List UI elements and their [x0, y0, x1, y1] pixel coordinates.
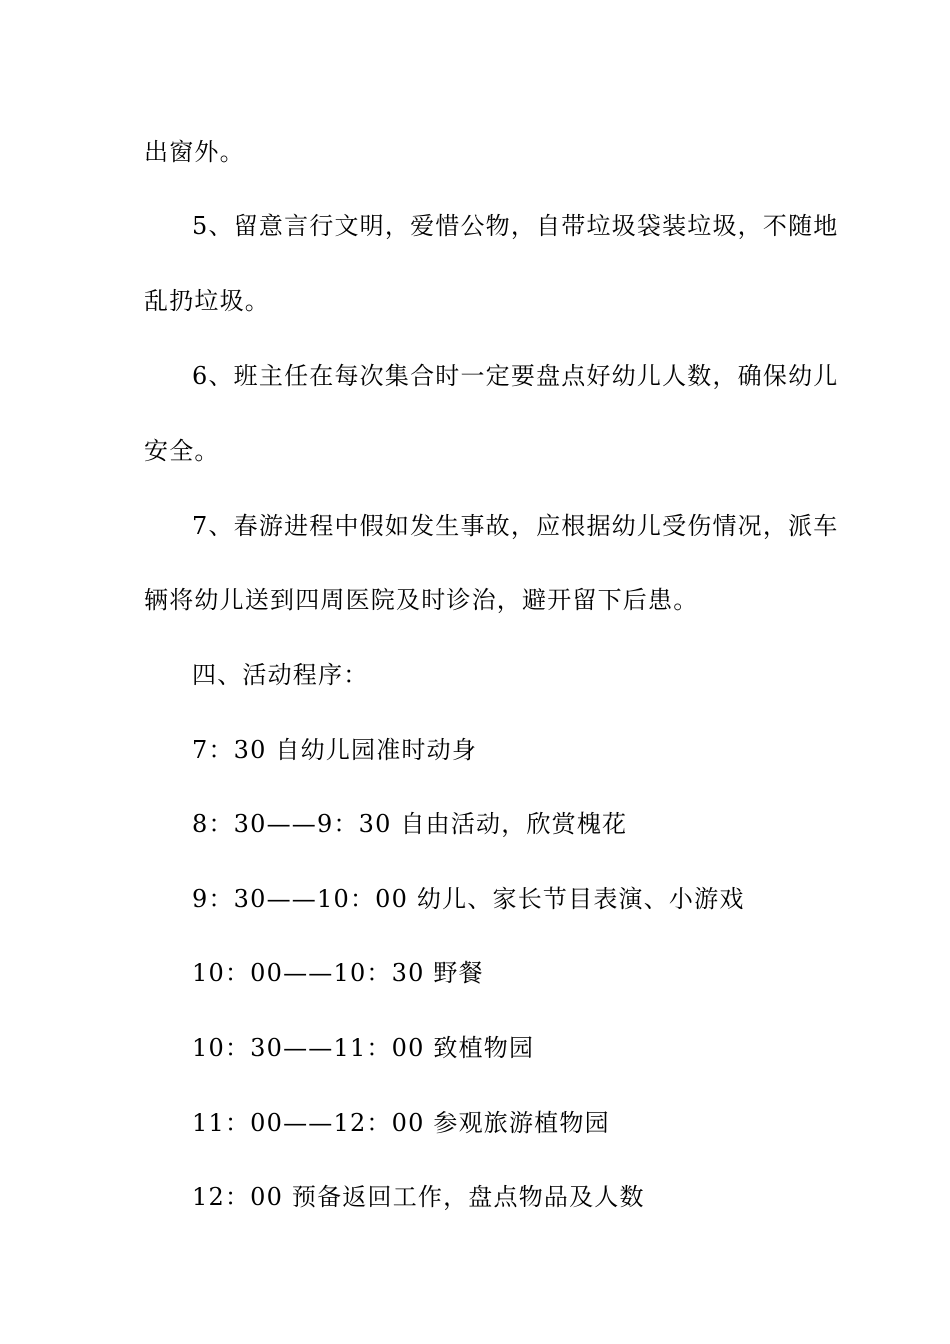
- section-heading: 四、活动程序：: [192, 661, 369, 689]
- paragraph-line: 出窗外。: [144, 138, 245, 166]
- schedule-item: 12：00 预备返回工作，盘点物品及人数: [192, 1183, 645, 1211]
- rule-5-line-1: 5、留意言行文明，爱惜公物，自带垃圾袋装垃圾，不随地: [192, 212, 839, 240]
- schedule-item: 10：30——11：00 致植物园: [192, 1034, 535, 1062]
- schedule-item: 9：30——10：00 幼儿、家长节目表演、小游戏: [192, 885, 745, 913]
- rule-5-line-2: 乱扔垃圾。: [144, 287, 270, 315]
- schedule-item: 7：30 自幼儿园准时动身: [192, 736, 478, 764]
- rule-6-line-2: 安全。: [144, 437, 220, 465]
- schedule-item: 10：00——10：30 野餐: [192, 959, 484, 987]
- rule-7-line-2: 辆将幼儿送到四周医院及时诊治，避开留下后患。: [144, 586, 699, 614]
- schedule-item: 11：00——12：00 参观旅游植物园: [192, 1109, 610, 1137]
- schedule-item: 8：30——9：30 自由活动，欣赏槐花: [192, 810, 628, 838]
- rule-6-line-1: 6、班主任在每次集合时一定要盘点好幼儿人数，确保幼儿: [192, 362, 839, 390]
- rule-7-line-1: 7、春游进程中假如发生事故，应根据幼儿受伤情况，派车: [192, 512, 839, 540]
